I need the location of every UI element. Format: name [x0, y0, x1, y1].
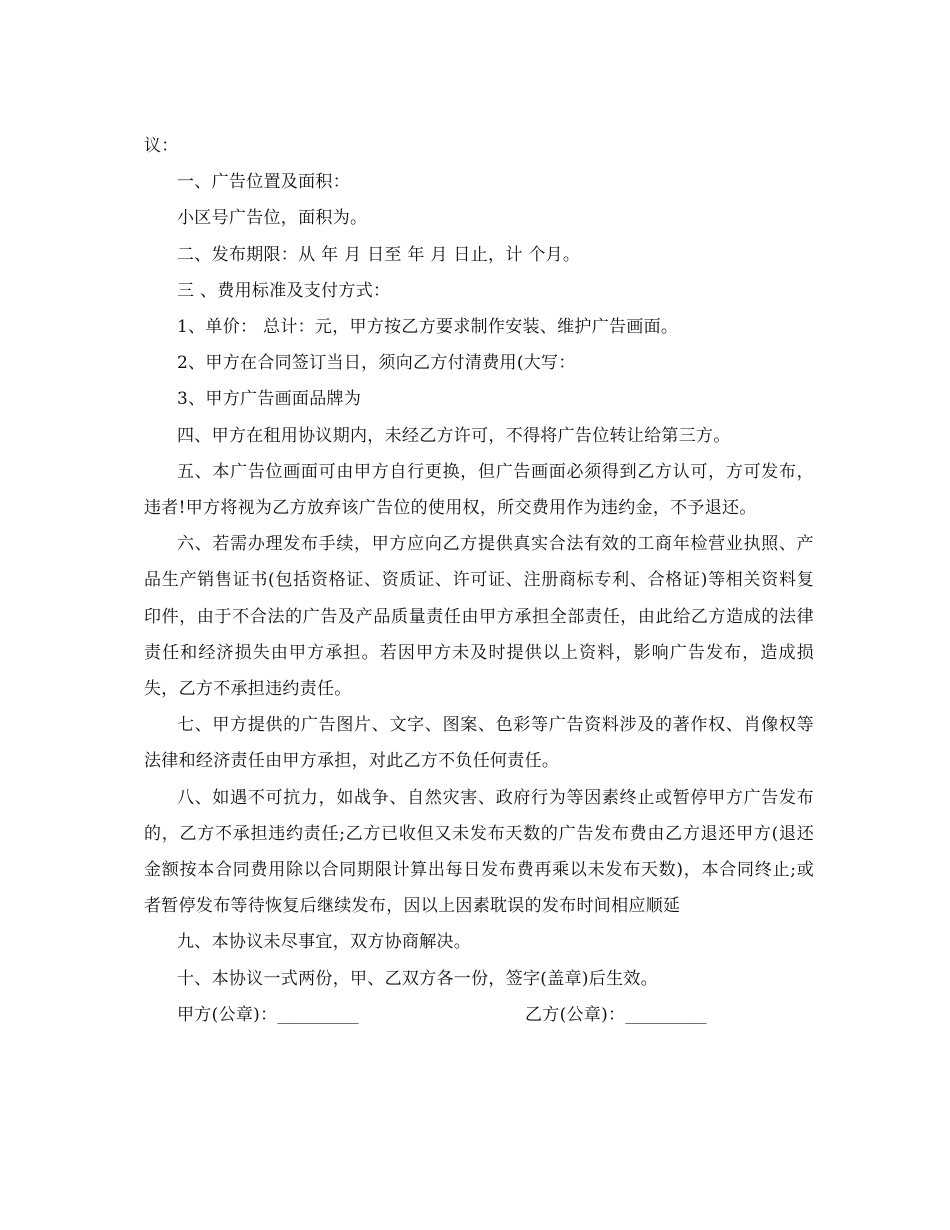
document-body [144, 128, 814, 1033]
clause-force-majeure: 八、如遇不可抗力，如战争、自然灾害、政府行为等因素终止或暂停甲方广告发布的，乙方不承担违约责任;乙方已收但又未发布天数的广告发布费由乙方退还甲方(退还金额按本合同费用除以合同期限计算出每日发布费再乘以未发布天数)，本合同终止;或者暂停发布等待恢复后继续发布，因以上因素耽误的发布时间相应顺延 [144, 787, 814, 917]
clause-no-transfer: 四、甲方在租用协议期内，未经乙方许可，不得将广告位转让给第三方。 [177, 425, 731, 446]
paragraph-unit-price: 1、单价： 总计：元，甲方按乙方要求制作安装、维护广告画面。 [177, 317, 679, 338]
clause-other-matters: 九、本协议未尽事宜，双方协商解决。 [177, 932, 472, 953]
paragraph-brand: 3、甲方广告画面品牌为 [177, 389, 362, 410]
clause-publish-period: 二、发布期限：从 年 月 日至 年 月 日止，计 个月。 [177, 244, 581, 265]
clause-publish-procedures: 六、若需办理发布手续，甲方应向乙方提供真实合法有效的工商年检营业执照、产品生产销售证书(包括资格证、资质证、许可证、注册商标专利、合格证)等相关资料复印件，由于不合法的广告及产品质量责任由甲方承担全部责任，由此给乙方造成的法律责任和经济损失由甲方承担。若因甲方未及时提供以上资料，影响广告发布，造成损失，乙方不承担违约责任。 [144, 534, 814, 700]
paragraph-payment: 2、甲方在合同签订当日，须向乙方付清费用(大写： [177, 353, 576, 374]
clause-image-replacement: 五、本广告位画面可由甲方自行更换，但广告画面必须得到乙方认可，方可发布，违者!甲方将视为乙方放弃该广告位的使用权，所交费用作为违约金，不予退还。 [144, 461, 814, 519]
party-b-signature [525, 997, 707, 1033]
paragraph-continuation: 议： [144, 136, 179, 156]
party-a-signature [177, 997, 359, 1033]
party-a-seal-label: 甲方(公章)： [177, 1004, 278, 1025]
signature-row [144, 997, 814, 1033]
party-b-signature-blank: _________ [625, 1005, 707, 1024]
clause-heading-fees: 三 、费用标准及支付方式： [177, 280, 391, 301]
clause-copyright-liability: 七、甲方提供的广告图片、文字、图案、色彩等广告资料涉及的著作权、肖像权等法律和经济责任由甲方承担，对此乙方不负任何责任。 [144, 715, 814, 772]
paragraph-ad-spot: 小区号广告位，面积为。 [177, 208, 368, 229]
party-a-signature-blank: _________ [277, 1005, 359, 1024]
clause-copies-effective: 十、本协议一式两份，甲、乙双方各一份，签字(盖章)后生效。 [177, 968, 658, 989]
party-b-seal-label: 乙方(公章)： [525, 1004, 626, 1025]
clause-heading-ad-location: 一、广告位置及面积： [177, 172, 350, 193]
